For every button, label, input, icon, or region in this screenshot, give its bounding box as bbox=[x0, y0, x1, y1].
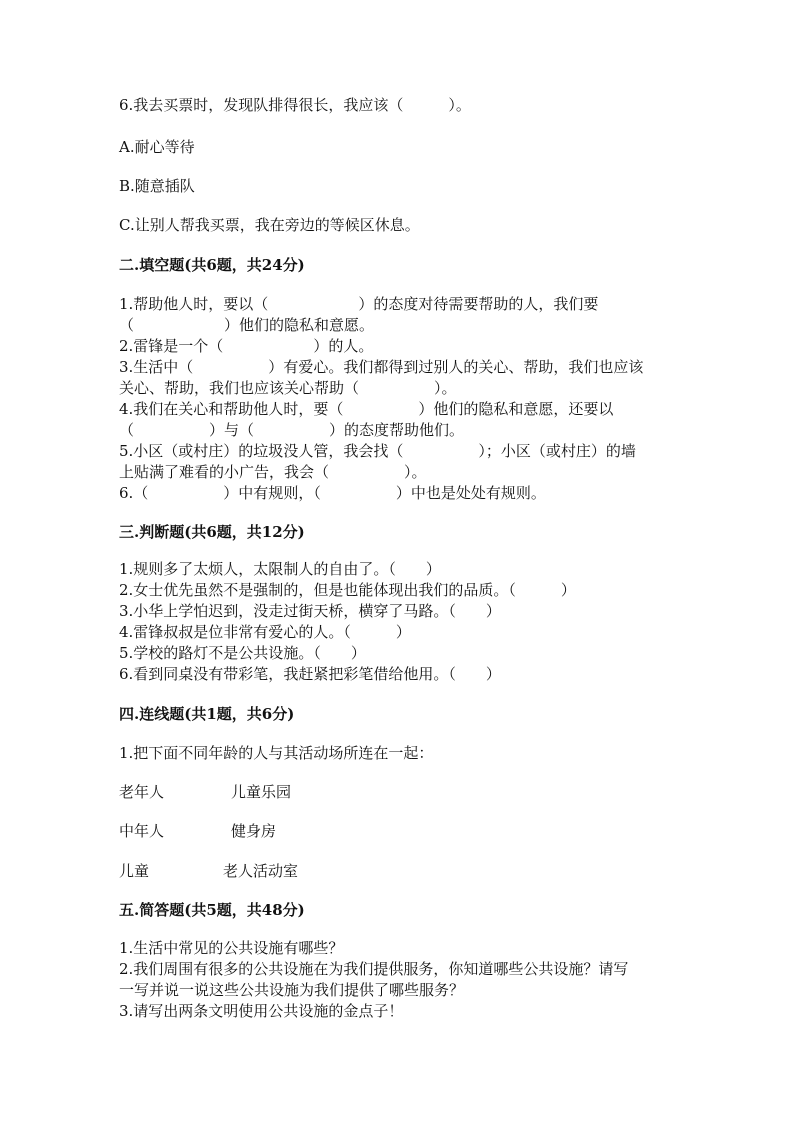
section-3-heading: 三.判断题(共6题，共12分) bbox=[119, 523, 305, 541]
fill-blank-line: 上贴满了难看的小广告，我会（ ）。 bbox=[119, 463, 427, 481]
question-6-option-c: C.让别人帮我买票，我在旁边的等候区休息。 bbox=[119, 216, 420, 234]
matching-left-item: 儿童 bbox=[119, 862, 150, 880]
fill-blank-line: 1.帮助他人时，要以（ ）的态度对待需要帮助的人，我们要 bbox=[119, 295, 599, 313]
section-2-heading: 二.填空题(共6题，共24分) bbox=[119, 256, 305, 274]
true-false-line: 1.规则多了太烦人，太限制人的自由了。（ ） bbox=[119, 560, 441, 578]
true-false-line: 3.小华上学怕迟到，没走过街天桥，横穿了马路。（ ） bbox=[119, 602, 501, 620]
matching-right-item: 儿童乐园 bbox=[231, 783, 292, 801]
fill-blank-line: 6.（ ）中有规则，（ ）中也是处处有规则。 bbox=[119, 484, 546, 502]
short-answer-line: 3.请写出两条文明使用公共设施的金点子！ bbox=[119, 1002, 404, 1020]
fill-blank-line: 5.小区（或村庄）的垃圾没人管，我会找（ ）；小区（或村庄）的墙 bbox=[119, 442, 636, 460]
question-6-stem: 6.我去买票时，发现队排得很长，我应该（ ）。 bbox=[119, 96, 471, 114]
question-6-option-a: A.耐心等待 bbox=[119, 138, 195, 156]
true-false-line: 6.看到同桌没有带彩笔，我赶紧把彩笔借给他用。（ ） bbox=[119, 665, 501, 683]
matching-right-item: 老人活动室 bbox=[223, 862, 299, 880]
fill-blank-line: 关心、帮助，我们也应该关心帮助（ ）。 bbox=[119, 379, 457, 397]
true-false-line: 2.女士优先虽然不是强制的，但是也能体现出我们的品质。（ ） bbox=[119, 581, 576, 599]
section-5-heading: 五.简答题(共5题，共48分) bbox=[119, 901, 305, 919]
short-answer-line: 2.我们周围有很多的公共设施在为我们提供服务，你知道哪些公共设施？请写 bbox=[119, 960, 629, 978]
fill-blank-line: 4.我们在关心和帮助他人时，要（ ）他们的隐私和意愿，还要以 bbox=[119, 400, 614, 418]
short-answer-line: 1.生活中常见的公共设施有哪些？ bbox=[119, 939, 344, 957]
fill-blank-line: 3.生活中（ ）有爱心。我们都得到过别人的关心、帮助，我们也应该 bbox=[119, 358, 644, 376]
section-4-heading: 四.连线题(共1题，共6分) bbox=[119, 705, 295, 723]
matching-stem: 1.把下面不同年龄的人与其活动场所连在一起： bbox=[119, 744, 434, 762]
matching-left-item: 老年人 bbox=[119, 783, 165, 801]
fill-blank-line: （ ）他们的隐私和意愿。 bbox=[119, 316, 375, 334]
true-false-line: 4.雷锋叔叔是位非常有爱心的人。（ ） bbox=[119, 623, 411, 641]
fill-blank-line: （ ）与（ ）的态度帮助他们。 bbox=[119, 421, 465, 439]
matching-right-item: 健身房 bbox=[231, 822, 277, 840]
short-answer-line: 一写并说一说这些公共设施为我们提供了哪些服务？ bbox=[119, 981, 465, 999]
true-false-line: 5.学校的路灯不是公共设施。（ ） bbox=[119, 644, 366, 662]
matching-left-item: 中年人 bbox=[119, 822, 165, 840]
question-6-option-b: B.随意插队 bbox=[119, 177, 195, 195]
fill-blank-line: 2.雷锋是一个（ ）的人。 bbox=[119, 337, 374, 355]
